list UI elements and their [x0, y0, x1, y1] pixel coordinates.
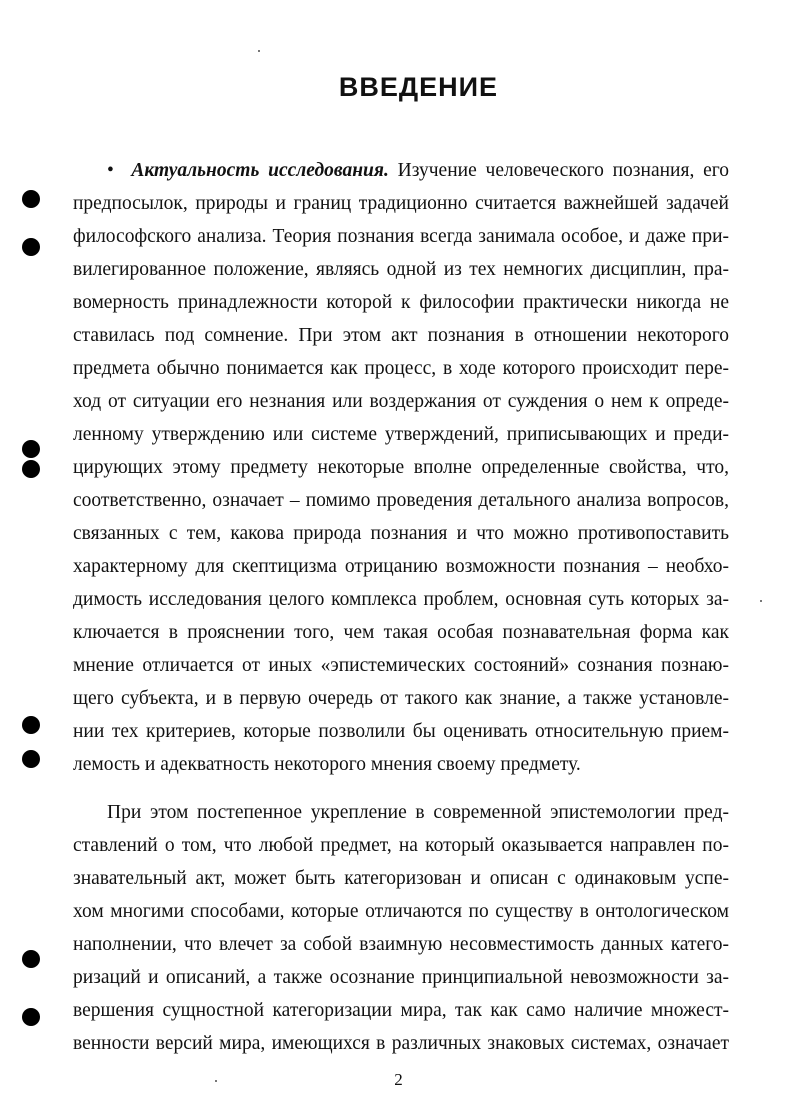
text-line: ризаций и описаний, а также осознание принципиальной невозможности за-: [73, 967, 729, 988]
text-line: хом многими способами, которые отличаются по существу в онтологическом: [73, 901, 729, 922]
text-line: соответственно, означает – помимо проведения детального анализа вопросов,: [73, 490, 729, 511]
text-line: нии тех критериев, которые позволили бы оценивать относительную прием-: [73, 721, 729, 742]
page-title: ВВЕДЕНИЕ: [338, 72, 499, 102]
paragraph-second: [73, 796, 729, 1060]
text-line: вершения сущностной категоризации мира, так как само наличие множест-: [73, 1000, 729, 1021]
page-number: 2: [394, 1070, 403, 1089]
section-lead: Актуальность исследования.: [131, 160, 389, 181]
punch-hole-mark: [22, 190, 40, 208]
punch-hole-mark: [22, 440, 40, 458]
scan-speck: [760, 600, 762, 602]
text-line: [73, 154, 729, 187]
text-line: ход от ситуации его незнания или воздержания от суждения о нем к опреде-: [73, 391, 729, 412]
text-line: ленному утверждению или системе утверждений, приписывающих и преди-: [73, 424, 729, 445]
text-line: предпосылок, природы и границ традиционно считается важнейшей задачей: [73, 193, 729, 214]
text-line: характерному для скептицизма отрицанию возможности познания – необхо-: [73, 556, 729, 577]
text-line: наполнении, что влечет за собой взаимную несовместимость данных катего-: [73, 934, 729, 955]
paragraph-relevance: [73, 154, 729, 781]
text-line: мнение отличается от иных «эпистемических состояний» сознания познаю-: [73, 655, 729, 676]
text-line: предмета обычно понимается как процесс, в ходе которого происходит пере-: [73, 358, 729, 379]
text-line: ставлений о том, что любой предмет, на который оказывается направлен по-: [73, 835, 729, 856]
text-line: лемость и адекватность некоторого мнения своему предмету.: [73, 754, 581, 775]
text-line: щего субъекта, и в первую очередь от такого как знание, а также установле-: [73, 688, 729, 709]
text-line: ключается в прояснении того, чем такая особая познавательная форма как: [73, 622, 729, 643]
punch-hole-mark: [22, 950, 40, 968]
text-line: цирующих этому предмету некоторые вполне определенные свойства, что,: [73, 457, 729, 478]
text-line: ставилась под сомнение. При этом акт познания в отношении некоторого: [73, 325, 729, 346]
text-line: При этом постепенное укрепление в современной эпистемологии пред-: [107, 802, 729, 823]
punch-hole-mark: [22, 750, 40, 768]
punch-hole-mark: [22, 460, 40, 478]
text-line: связанных с тем, какова природа познания и что можно противопоставить: [73, 523, 729, 544]
punch-hole-mark: [22, 1008, 40, 1026]
text-line: знавательный акт, может быть категоризован и описан с одинаковым успе-: [73, 868, 729, 889]
text-line: вомерность принадлежности которой к философии практически никогда не: [73, 292, 729, 313]
scan-speck: [258, 50, 260, 52]
text-line: венности версий мира, имеющихся в различных знаковых системах, означает: [73, 1033, 729, 1054]
bullet: •: [107, 160, 114, 181]
punch-hole-mark: [22, 716, 40, 734]
punch-hole-mark: [22, 238, 40, 256]
text-line: вилегированное положение, являясь одной из тех немногих дисциплин, пра-: [73, 259, 729, 280]
text-line: димость исследования целого комплекса проблем, основная суть которых за-: [73, 589, 729, 610]
text-line: философского анализа. Теория познания всегда занимала особое, и даже при-: [73, 226, 729, 247]
text-span: Изучение человеческого познания, его: [397, 160, 730, 181]
